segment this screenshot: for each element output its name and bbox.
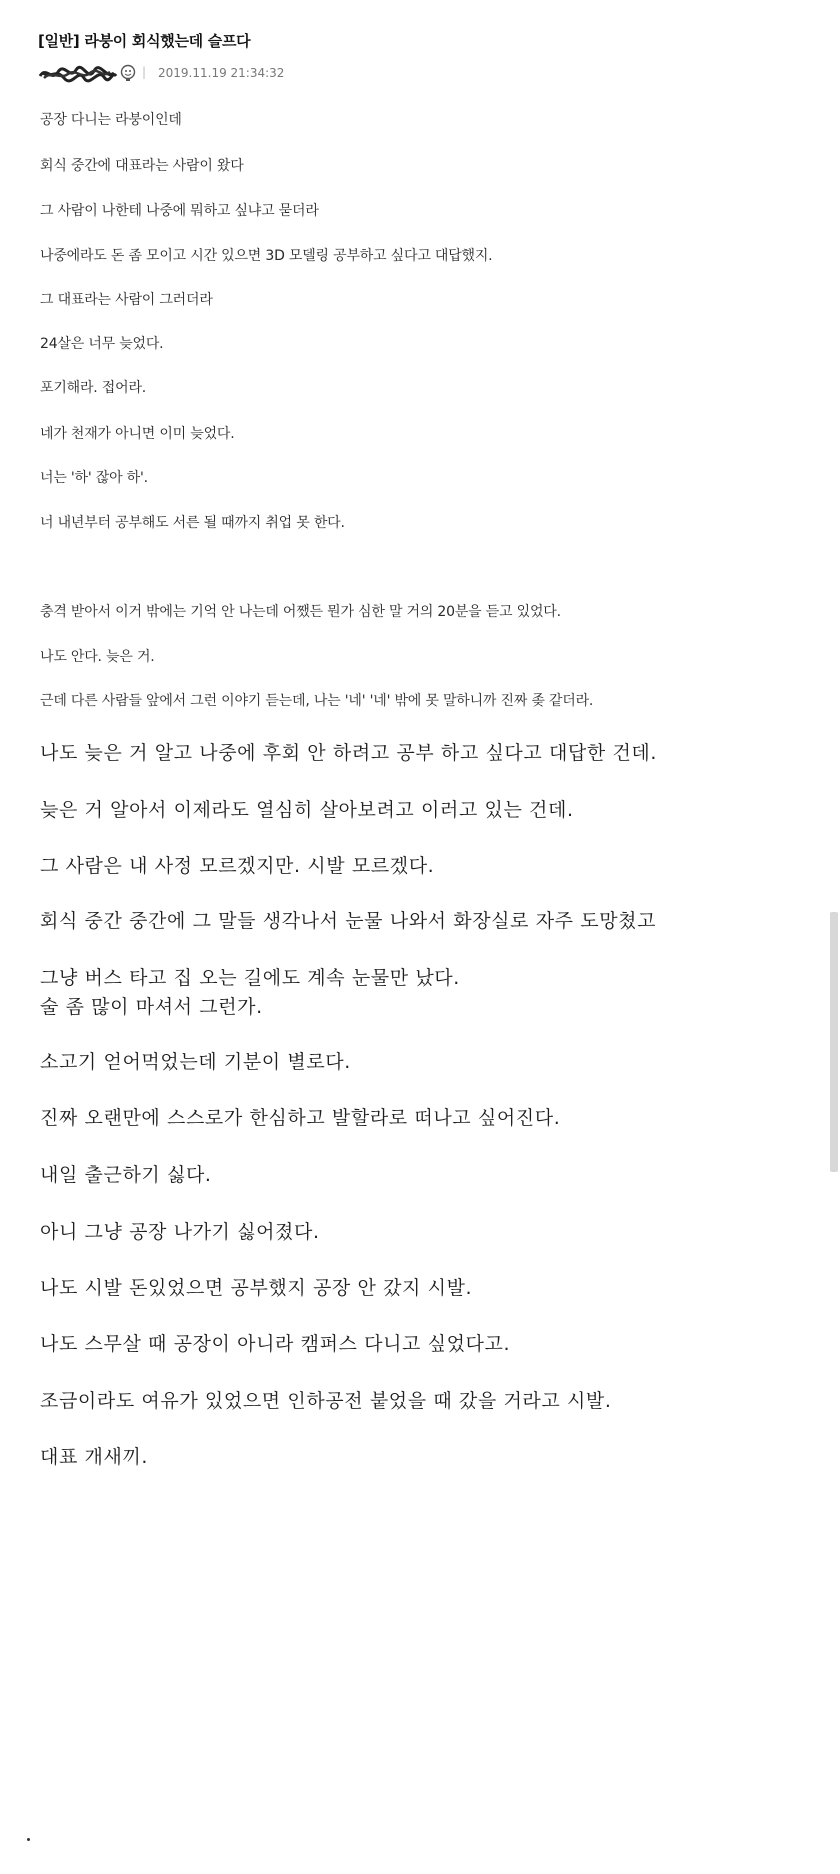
body-line: 너는 '하' 잖아 하'. [40,470,148,486]
post-meta [38,64,438,84]
meta-separator: | [142,65,147,79]
body-line: 너 내년부터 공부해도 서른 될 때까지 취업 못 한다. [40,515,345,531]
body-line-large: 소고기 얻어먹었는데 기분이 별로다. [40,1051,351,1073]
body-line: 나중에라도 돈 좀 모이고 시간 있으면 3D 모델링 공부하고 싶다고 대답했지. [40,248,493,264]
gallery-user-icon[interactable] [120,64,136,82]
body-line-large: 나도 스무살 때 공장이 아니라 캠퍼스 다니고 싶었다고. [40,1333,511,1355]
body-line-large: 그냥 버스 타고 집 오는 길에도 계속 눈물만 났다. [40,967,460,989]
stray-dot [27,1838,30,1841]
body-line: 근데 다른 사람들 앞에서 그런 이야기 듣는데, 나는 '네' '네' 밖에 못 말하니까 진짜 좆 같더라. [40,693,594,709]
body-line-large: 조금이라도 여유가 있었으면 인하공전 붙었을 때 갔을 거라고 시발. [40,1390,612,1412]
author-name-redacted [38,64,118,84]
body-line: 공장 다니는 라붕이인데 [40,112,182,128]
post-title[interactable]: [일반] 라붕이 회식했는데 슬프다 [38,32,251,50]
body-line-large: 아니 그냥 공장 나가기 싫어졌다. [40,1221,320,1243]
body-line-large: 회식 중간 중간에 그 말들 생각나서 눈물 나와서 화장실로 자주 도망쳤고 [40,910,657,932]
body-line: 네가 천재가 아니면 이미 늦었다. [40,426,235,442]
body-line-large: 술 좀 많이 마셔서 그런가. [40,996,263,1018]
scrollbar-thumb[interactable] [830,912,838,1172]
body-line-large: 진짜 오랜만에 스스로가 한심하고 발할라로 떠나고 싶어진다. [40,1107,561,1129]
post-header [38,30,798,80]
body-line: 그 사람이 나한테 나중에 뭐하고 싶냐고 묻더라 [40,203,319,219]
body-line-large: 나도 늦은 거 알고 나중에 후회 안 하려고 공부 하고 싶다고 대답한 건데. [40,742,658,764]
body-line-large: 대표 개새끼. [40,1446,149,1468]
body-line: 포기해라. 접어라. [40,380,147,396]
body-line-large: 나도 시발 돈있었으면 공부했지 공장 안 갔지 시발. [40,1277,473,1299]
body-line-large: 그 사람은 내 사정 모르겠지만. 시발 모르겠다. [40,855,435,877]
body-line-large: 늦은 거 알아서 이제라도 열심히 살아보려고 이러고 있는 건데. [40,799,574,821]
body-line: 충격 받아서 이거 밖에는 기억 안 나는데 어쨌든 뭔가 심한 말 거의 20분을 듣고 있었다. [40,604,561,620]
body-line: 24살은 너무 늦었다. [40,336,164,352]
body-line: 나도 안다. 늦은 거. [40,649,155,665]
body-line: 그 대표라는 사람이 그러더라 [40,292,213,308]
body-line-large: 내일 출근하기 싫다. [40,1164,212,1186]
body-line: 회식 중간에 대표라는 사람이 왔다 [40,158,244,174]
post-date: 2019.11.19 21:34:32 [158,66,285,80]
